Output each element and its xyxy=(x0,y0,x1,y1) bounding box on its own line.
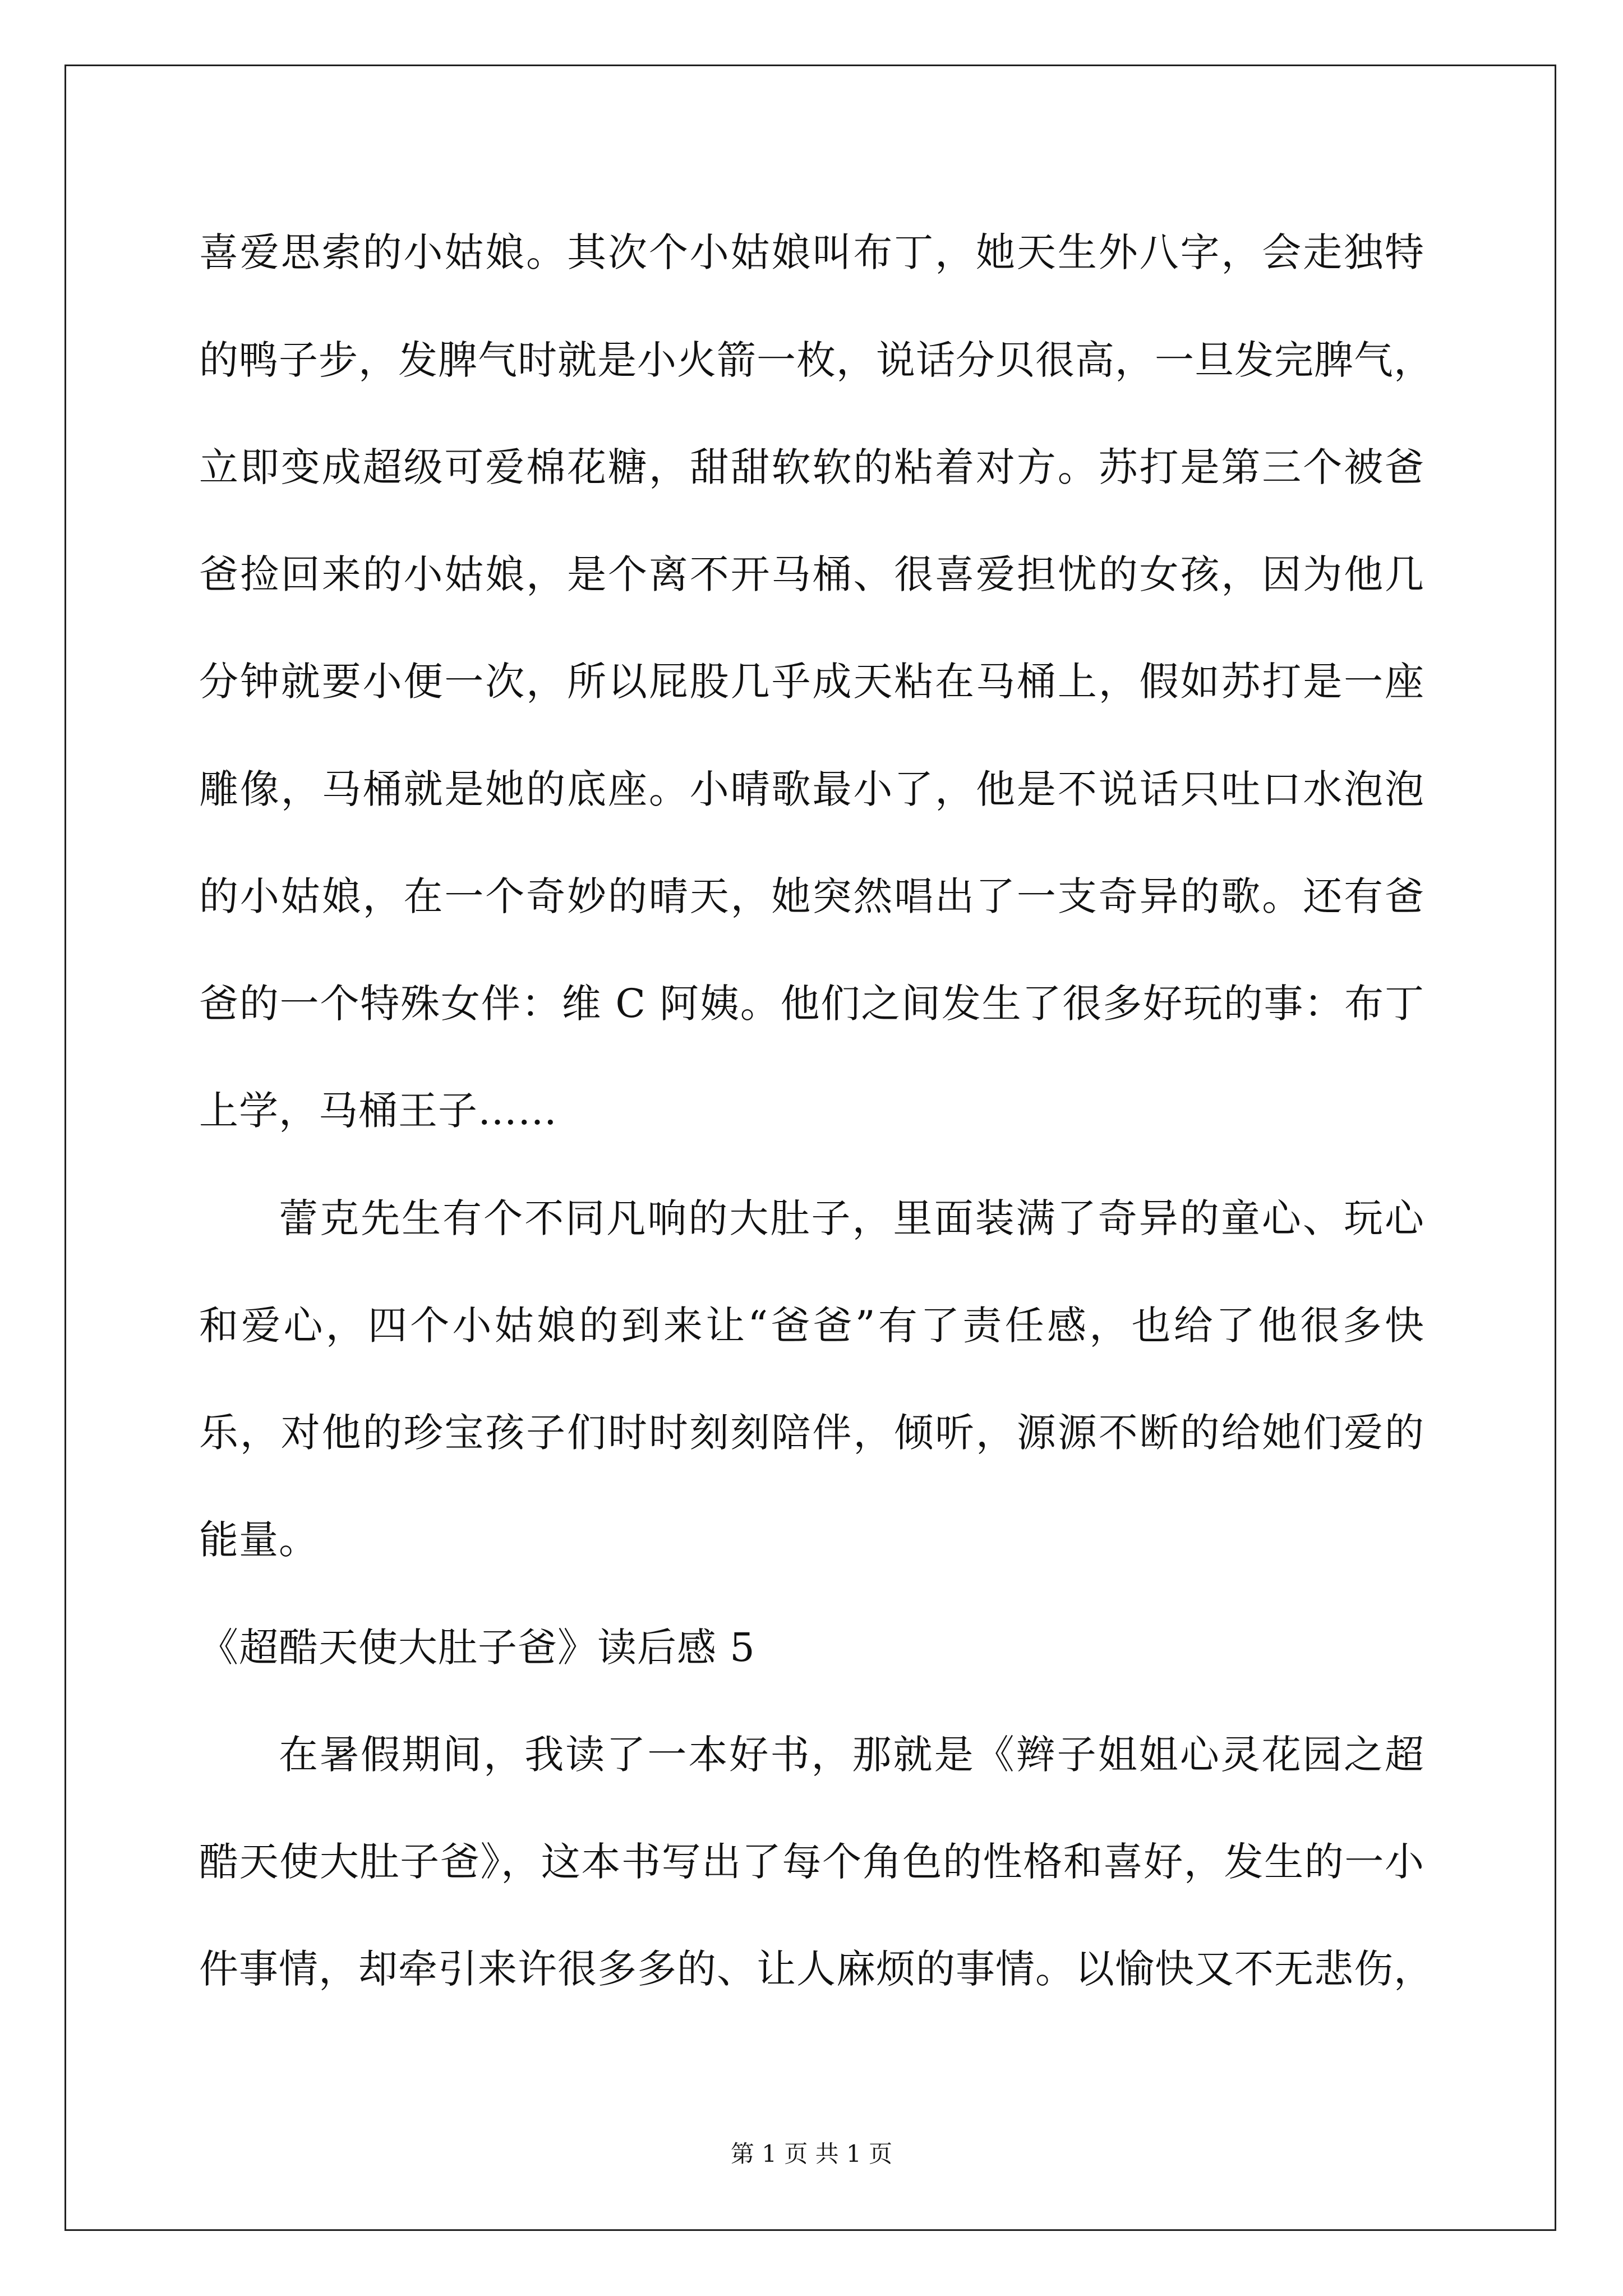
text-line: 和爱心，四个小姑娘的到来让“爸爸”有了责任感，也给了他很多快 xyxy=(199,1303,1424,1349)
paragraph-first-line: 蕾克先生有个不同凡响的大肚子，里面装满了奇异的童心、玩心 xyxy=(279,1195,1424,1241)
text-line: 爸捡回来的小姑娘，是个离不开马桶、很喜爱担忧的女孩，因为他几 xyxy=(199,551,1424,597)
section-heading: 《超酷天使大肚子爸》读后感 5 xyxy=(199,1625,755,1671)
page-number: 第 1 页 共 1 页 xyxy=(730,2140,893,2168)
text-line: 爸的一个特殊女伴：维 C 阿姨。他们之间发生了很多好玩的事：布丁 xyxy=(199,981,1424,1027)
paragraph-first-line: 在暑假期间，我读了一本好书，那就是《辫子姐姐心灵花园之超 xyxy=(279,1732,1424,1778)
text-line: 的小姑娘，在一个奇妙的晴天，她突然唱出了一支奇异的歌。还有爸 xyxy=(199,873,1424,919)
text-line: 件事情，却牵引来许很多多的、让人麻烦的事情。以愉快又不无悲伤， xyxy=(199,1946,1433,1992)
text-line: 立即变成超级可爱棉花糖，甜甜软软的粘着对方。苏打是第三个被爸 xyxy=(199,444,1424,490)
text-line: 的鸭子步，发脾气时就是小火箭一枚，说话分贝很高，一旦发完脾气， xyxy=(199,337,1433,383)
text-line: 喜爱思索的小姑娘。其次个小姑娘叫布丁，她天生外八字，会走独特 xyxy=(199,229,1424,275)
text-line: 上学，马桶王子…… xyxy=(199,1088,557,1134)
text-line: 酷天使大肚子爸》，这本书写出了每个角色的性格和喜好，发生的一小 xyxy=(199,1839,1424,1885)
text-line: 能量。 xyxy=(199,1517,319,1563)
text-line: 分钟就要小便一次，所以屁股几乎成天粘在马桶上，假如苏打是一座 xyxy=(199,659,1424,705)
page-border xyxy=(64,65,1556,2231)
text-line: 乐，对他的珍宝孩子们时时刻刻陪伴，倾听，源源不断的给她们爱的 xyxy=(199,1410,1424,1456)
text-line: 雕像，马桶就是她的底座。小晴歌最小了，他是不说话只吐口水泡泡 xyxy=(199,766,1424,812)
